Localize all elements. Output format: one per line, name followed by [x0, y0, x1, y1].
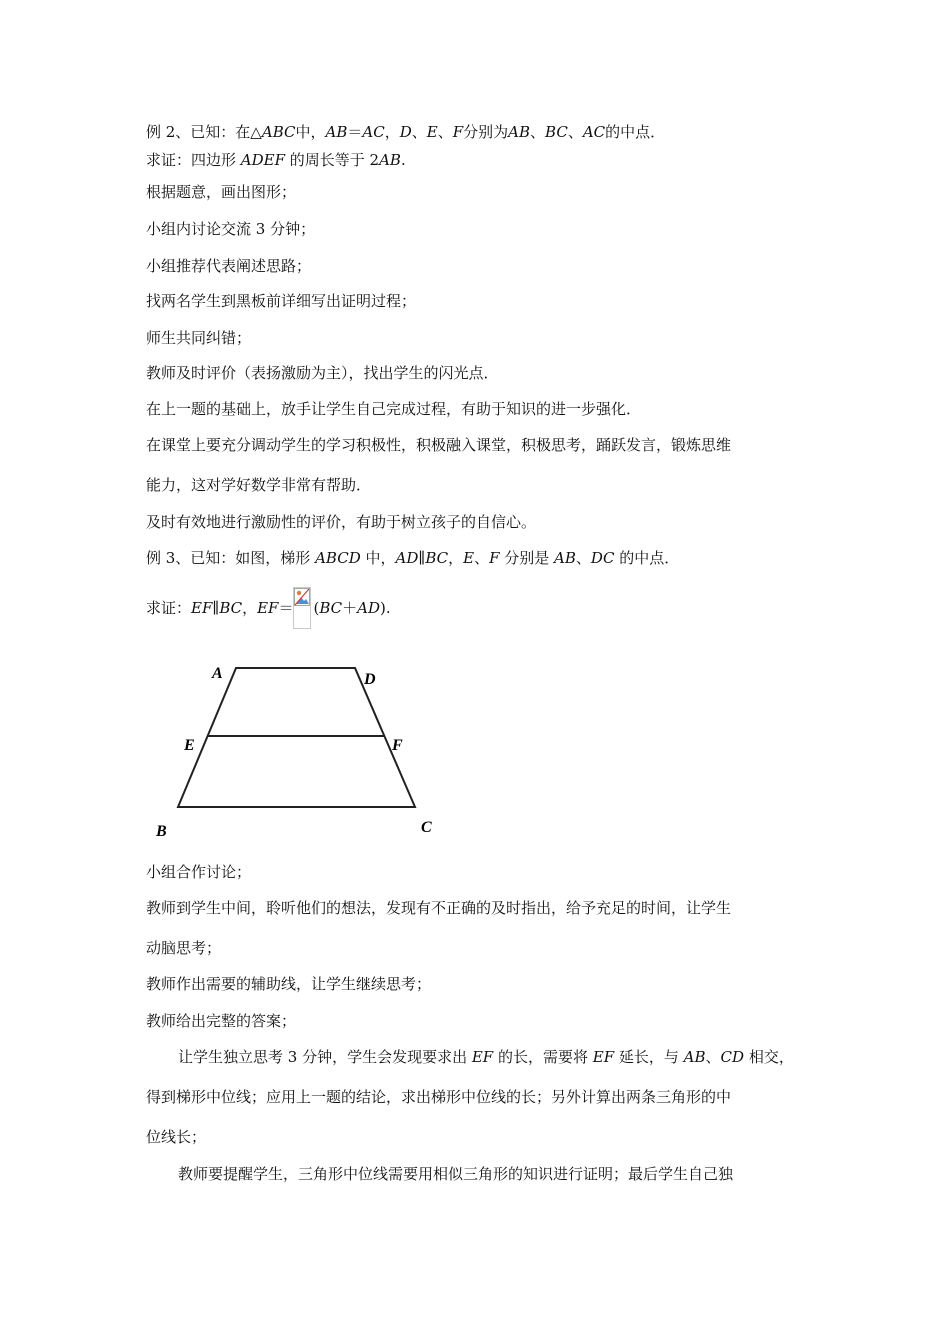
paragraph-independent-thinking: 让学生独立思考 3 分钟，学生会发现要求出 EF 的长，需要将 EF 延长，与 AB、CD 相交， — [178, 1048, 794, 1066]
step-group-representative: 小组推荐代表阐述思路； — [146, 257, 312, 275]
label-b: B — [156, 823, 167, 840]
label-a: A — [212, 665, 223, 682]
example-2-given: 例 2、已知：在△ABC中，AB＝AC，D、E、F分别为AB、BC、AC的中点． — [146, 123, 666, 141]
step-auxiliary-line: 教师作出需要的辅助线，让学生继续思考； — [146, 975, 432, 993]
broken-image-icon — [294, 588, 310, 606]
note-reinforcement: 在上一题的基础上，放手让学生自己完成过程，有助于知识的进一步强化． — [146, 400, 642, 418]
note-engagement: 在课堂上要充分调动学生的学习积极性，积极融入课堂，积极思考，踊跃发言，锻炼思维 — [146, 436, 732, 454]
paragraph-independent-thinking-end: 位线长； — [146, 1128, 207, 1146]
example-2-prove: 求证：四边形 ADEF 的周长等于 2AB. — [146, 151, 406, 169]
step-teacher-listen-cont: 动脑思考； — [146, 939, 222, 957]
step-correct-errors: 师生共同纠错； — [146, 329, 252, 347]
trapezoid-figure — [140, 650, 460, 850]
step-draw-figure: 根据题意，画出图形； — [146, 183, 297, 201]
note-engagement-cont: 能力，这对学好数学非常有帮助． — [146, 476, 372, 494]
label-c: C — [421, 819, 432, 836]
example-3-given: 例 3、已知：如图，梯形 ABCD 中，AD∥BC，E、F 分别是 AB、DC 的中点． — [146, 549, 680, 567]
step-group-discussion: 小组内讨论交流 3 分钟； — [146, 220, 316, 238]
label-e: E — [184, 737, 195, 754]
step-full-answer: 教师给出完整的答案； — [146, 1012, 297, 1030]
label-f: F — [392, 737, 403, 754]
label-d: D — [364, 671, 376, 688]
note-encouragement: 及时有效地进行激励性的评价，有助于树立孩子的自信心。 — [146, 513, 537, 531]
step-teacher-evaluation: 教师及时评价（表扬激励为主），找出学生的闪光点． — [146, 364, 499, 382]
fraction-image-placeholder — [293, 587, 311, 629]
step-blackboard-proof: 找两名学生到黑板前详细写出证明过程； — [146, 292, 417, 310]
step-teacher-listen: 教师到学生中间，聆听他们的想法，发现有不正确的及时指出，给予充足的时间，让学生 — [146, 899, 732, 917]
paragraph-teacher-reminder: 教师要提醒学生，三角形中位线需要用相似三角形的知识进行证明；最后学生自己独 — [178, 1165, 734, 1183]
step-group-cooperation: 小组合作讨论； — [146, 863, 252, 881]
paragraph-independent-thinking-cont: 得到梯形中位线；应用上一题的结论，求出梯形中位线的长；另外计算出两条三角形的中 — [146, 1088, 732, 1106]
example-3-prove: 求证：EF∥BC，EF＝ (BC＋AD). — [146, 594, 391, 624]
trapezoid-abcd — [178, 668, 415, 807]
